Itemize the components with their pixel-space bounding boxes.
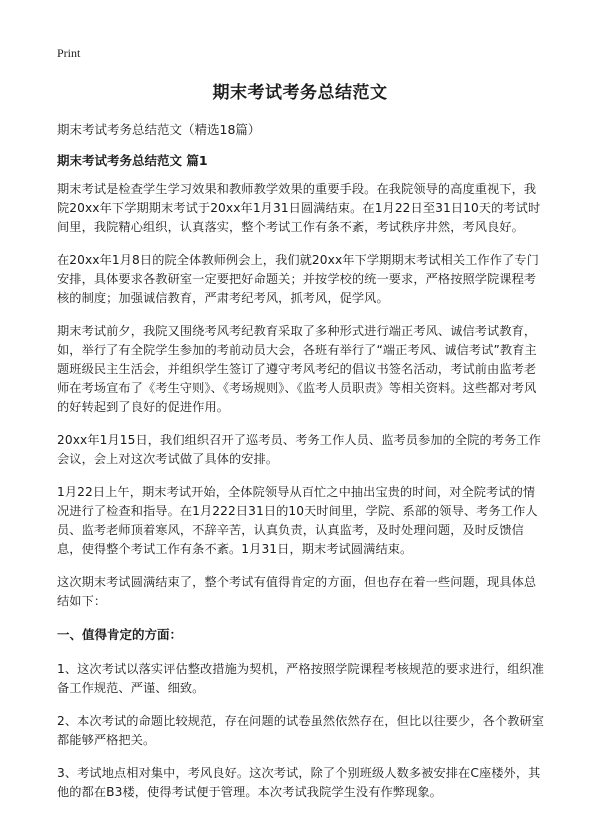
- print-link[interactable]: Print: [57, 46, 81, 60]
- list-item-2: 2、本次考试的命题比较规范，存在问题的试卷虽然依然存在，但比以往要少，各个教研室都能够严格把关。: [57, 714, 545, 747]
- paragraph-3: 期末考试前夕，我院又围绕考风考纪教育采取了多种形式进行端正考风、诚信考试教育，如，举行了有全院学生参加的考前动员大会，各班有举行了“端正考风、诚信考试”教育主题班级民主生活会，并组织学生签订了遵守考风考纪的倡议书签名活动，考试前由监考老师在考场宣布了《考生守则》、《考场规则》、《监考人员职责》等相关资料。这些都对考风的好转起到了良好的促进作用。: [57, 324, 537, 414]
- list-item-3: 3、考试地点相对集中，考风良好。这次考试，除了个别班级人数多被安排在C座楼外，其他的都在B3楼，使得考试便于管理。本次考试我院学生没有作弊现象。: [57, 766, 541, 799]
- document-subtitle: 期末考试考务总结范文（精选18篇）: [57, 122, 261, 137]
- paragraph-5: 1月22日上午，期末考试开始，全体院领导从百忙之中抽出宝贵的时间，对全院考试的情况进行了检查和指导。在1月222日31日的10天时间里，学院、系部的领导、考务工作人员、监考老师顶着寒风，不辞辛苦，认真负责，认真监考，及时处理问题，及时反馈信息，使得整个考试工作有条不紊。1月31日，期末考试圆满结束。: [57, 485, 538, 556]
- document-title: 期末考试考务总结范文: [212, 83, 388, 103]
- paragraph-2: 在20xx年1月8日的院全体教师例会上，我们就20xx年下学期期末考试相关工作作了专门安排，具体要求各教研室一定要把好命题关；并按学校的统一要求，严格按照学院课程考核的制度；加强诚信教育，严肃考纪考风，抓考风，促学风。: [57, 253, 539, 305]
- document-body: [57, 180, 547, 816]
- subheading-positive-aspects: 一、值得肯定的方面：: [57, 627, 183, 642]
- paragraph-6: 这次期末考试圆满结束了，整个考试有值得肯定的方面，但也存在着一些问题，现具体总结如下：: [57, 575, 537, 608]
- paragraph-1: 期末考试是检查学生学习效果和教师教学效果的重要手段。在我院领导的高度重视下，我院20xx年下学期期末考试于20xx年1月31日圆满结束。在1月22日至31日10天的考试时间里，我院精心组织，认真落实，整个考试工作有条不紊，考试秩序井然，考风良好。: [57, 182, 541, 234]
- list-item-1: 1、这次考试以落实评估整改措施为契机，严格按照学院课程考核规范的要求进行，组织准备工作规范、严谨、细致。: [57, 662, 545, 695]
- section-heading: 期末考试考务总结范文 篇1: [57, 153, 208, 168]
- paragraph-4: 20xx年1月15日，我们组织召开了巡考员、考务工作人员、监考员参加的全院的考务工作会议，会上对这次考试做了具体的安排。: [57, 433, 541, 466]
